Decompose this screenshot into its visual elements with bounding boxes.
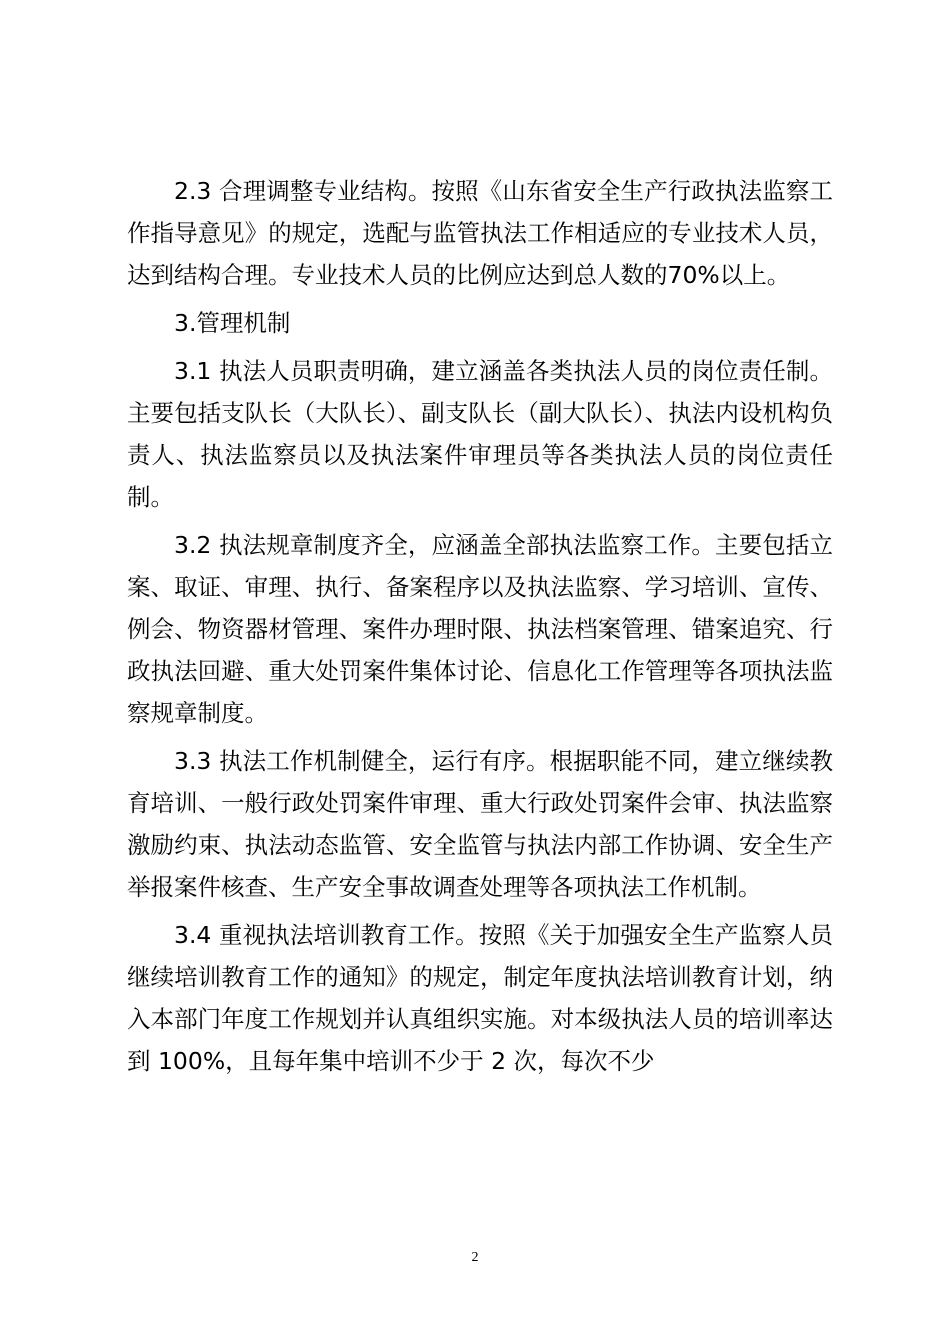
page-number: 2 — [471, 1250, 479, 1265]
section-heading-3: 3.管理机制 — [174, 309, 291, 337]
paragraph-3-3: 3.3 执法工作机制健全，运行有序。根据职能不同，建立继续教育培训、一般行政处罚案件审理、重大行政处罚案件会审、执法监察激励约束、执法动态监管、安全监管与执法内部工作协调、安全生产举报案件核查、生产安全事故调查处理等各项执法工作机制。 — [127, 747, 833, 901]
paragraph-3-2: 3.2 执法规章制度齐全，应涵盖全部执法监察工作。主要包括立案、取证、审理、执行、备案程序以及执法监察、学习培训、宣传、例会、物资器材管理、案件办理时限、执法档案管理、错案追究、行政执法回避、重大处罚案件集体讨论、信息化工作管理等各项执法监察规章制度。 — [127, 531, 833, 727]
paragraph-3-4: 3.4 重视执法培训教育工作。按照《关于加强安全生产监察人员继续培训教育工作的通知》的规定，制定年度执法培训教育计划，纳入本部门年度工作规划并认真组织实施。对本级执法人员的培训率达到 100%，且每年集中培训不少于 2 次，每次不少 — [127, 921, 833, 1075]
paragraph-2-3: 2.3 合理调整专业结构。按照《山东省安全生产行政执法监察工作指导意见》的规定，选配与监管执法工作相适应的专业技术人员，达到结构合理。专业技术人员的比例应达到总人数的70%以上。 — [127, 177, 833, 289]
paragraph-3-1: 3.1 执法人员职责明确，建立涵盖各类执法人员的岗位责任制。主要包括支队长（大队长）、副支队长（副大队长）、执法内设机构负责人、执法监察员以及执法案件审理员等各类执法人员的岗位责任制。 — [127, 357, 833, 511]
document-body — [127, 170, 833, 1088]
